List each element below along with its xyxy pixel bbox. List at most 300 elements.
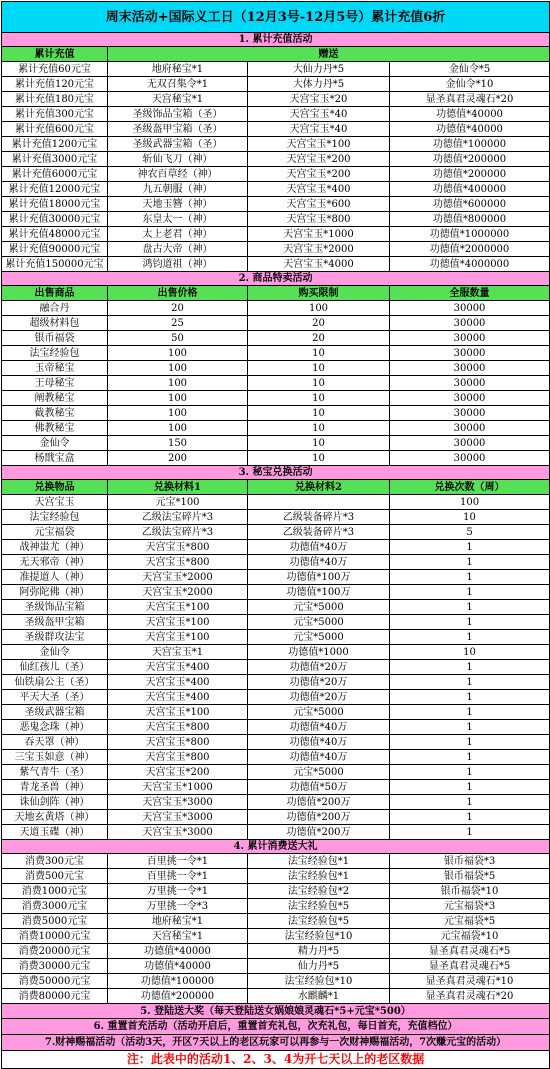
exchange-cell: 圣级武器宝箱 <box>2 705 108 720</box>
exchange-cell: 乙级法宝碎片*3 <box>108 525 248 540</box>
recharge-cell: 天宫宝玉*20 <box>248 92 390 107</box>
exchange-cell: 天宫宝玉*100 <box>108 630 248 645</box>
activity-sheet <box>1 1 549 1069</box>
recharge-cell: 神农百草经（神） <box>108 167 248 182</box>
recharge-cell: 累计充值3000元宝 <box>2 152 108 167</box>
recharge-cell: 盘古大帝（神） <box>108 242 248 257</box>
consume-row <box>2 944 550 959</box>
exchange-cell: 恶鬼念珠（神） <box>2 720 108 735</box>
consume-cell: 功德值*200000 <box>108 989 248 1004</box>
sale-cell: 10 <box>248 436 390 451</box>
consume-cell: 法宝经验包*1 <box>248 869 390 884</box>
exchange-cell: 战神蚩尤（神） <box>2 540 108 555</box>
sale-header-quantity: 全服数量 <box>390 286 550 301</box>
exchange-cell: 1 <box>390 810 550 825</box>
exchange-cell: 天宫宝玉*1000 <box>108 780 248 795</box>
exchange-cell: 1 <box>390 660 550 675</box>
recharge-cell: 天宫宝玉*800 <box>248 212 390 227</box>
consume-cell: 银币福袋*10 <box>390 884 550 899</box>
exchange-row <box>2 795 550 810</box>
sale-cell: 10 <box>248 361 390 376</box>
exchange-row <box>2 660 550 675</box>
exchange-cell: 1 <box>390 765 550 780</box>
title-row <box>2 2 550 33</box>
sale-cell: 玉帝秘宝 <box>2 361 108 376</box>
sale-row <box>2 301 550 316</box>
exchange-cell: 元宝*5000 <box>248 705 390 720</box>
recharge-cell: 累计充值12000元宝 <box>2 182 108 197</box>
exchange-cell: 功德值*200万 <box>248 795 390 810</box>
sale-row <box>2 376 550 391</box>
recharge-cell: 累计充值600元宝 <box>2 122 108 137</box>
consume-cell: 法宝经验包*5 <box>248 899 390 914</box>
exchange-row <box>2 570 550 585</box>
sale-cell: 20 <box>108 301 248 316</box>
recharge-cell: 太上老君（神） <box>108 227 248 242</box>
recharge-cell: 累计充值18000元宝 <box>2 197 108 212</box>
exchange-cell: 天宫宝玉*1 <box>108 645 248 660</box>
exchange-cell: 元宝*5000 <box>248 615 390 630</box>
recharge-cell: 功德值*1000000 <box>390 227 550 242</box>
recharge-cell: 天宫宝玉*4000 <box>248 257 390 272</box>
exchange-cell: 阿弥陀佛（神） <box>2 585 108 600</box>
exchange-cell <box>248 495 390 510</box>
sale-cell: 30000 <box>390 361 550 376</box>
sale-header-price: 出售价格 <box>108 286 248 301</box>
consume-row <box>2 989 550 1004</box>
recharge-cell: 天宫宝玉*600 <box>248 197 390 212</box>
exchange-row <box>2 720 550 735</box>
recharge-cell: 累计充值120元宝 <box>2 77 108 92</box>
recharge-cell: 累计充值90000元宝 <box>2 242 108 257</box>
exchange-cell: 元宝*5000 <box>248 630 390 645</box>
exchange-cell: 1 <box>390 750 550 765</box>
section-header-2 <box>2 272 550 286</box>
recharge-row <box>2 107 550 122</box>
recharge-row <box>2 122 550 137</box>
exchange-row <box>2 540 550 555</box>
recharge-cell: 大仙力丹*5 <box>248 62 390 77</box>
sale-cell: 30000 <box>390 436 550 451</box>
exchange-cell: 平天大圣（圣） <box>2 690 108 705</box>
exchange-cell: 天宫宝玉*800 <box>108 720 248 735</box>
section-header-5 <box>2 1004 550 1019</box>
sale-cell: 200 <box>108 451 248 466</box>
sale-cell: 30000 <box>390 421 550 436</box>
recharge-cell: 累计充值30000元宝 <box>2 212 108 227</box>
recharge-row <box>2 152 550 167</box>
exchange-cell: 天宫宝玉*2000 <box>108 585 248 600</box>
sale-cell: 100 <box>108 391 248 406</box>
sale-row <box>2 316 550 331</box>
exchange-row <box>2 705 550 720</box>
exchange-cell: 5 <box>390 525 550 540</box>
recharge-cell: 东皇太一（神） <box>108 212 248 227</box>
recharge-row <box>2 62 550 77</box>
sale-cell: 30000 <box>390 451 550 466</box>
sale-row <box>2 346 550 361</box>
sale-cell: 50 <box>108 331 248 346</box>
exchange-cell: 功德值*20万 <box>248 690 390 705</box>
consume-cell: 消费1000元宝 <box>2 884 108 899</box>
exchange-cell: 青龙圣兽（神） <box>2 780 108 795</box>
exchange-head <box>2 466 550 495</box>
exchange-header-material2: 兑换材料2 <box>248 480 390 495</box>
recharge-cell: 无双召集令*1 <box>108 77 248 92</box>
recharge-cell: 大体力丹*5 <box>248 77 390 92</box>
recharge-cell: 功德值*600000 <box>390 197 550 212</box>
recharge-cell: 累计充值6000元宝 <box>2 167 108 182</box>
consume-cell: 显圣真君灵魂石*20 <box>390 989 550 1004</box>
sale-cell: 10 <box>248 346 390 361</box>
exchange-cell: 天道玉碟（神） <box>2 825 108 840</box>
consume-cell: 显圣真君灵魂石*5 <box>390 959 550 974</box>
consume-head <box>2 840 550 854</box>
exchange-row <box>2 645 550 660</box>
sale-cell: 10 <box>248 376 390 391</box>
consume-cell: 法宝经验包*5 <box>248 914 390 929</box>
sale-cell: 融合丹 <box>2 301 108 316</box>
exchange-cell: 天宫宝玉*400 <box>108 675 248 690</box>
recharge-cell: 显圣真君灵魂石*20 <box>390 92 550 107</box>
recharge-cell: 累计充值300元宝 <box>2 107 108 122</box>
exchange-cell: 1 <box>390 720 550 735</box>
section-header-6 <box>2 1019 550 1035</box>
recharge-row <box>2 257 550 272</box>
exchange-row <box>2 810 550 825</box>
sale-cell: 法宝经验包 <box>2 346 108 361</box>
exchange-cell: 功德值*100万 <box>248 585 390 600</box>
section-header-7 <box>2 1035 550 1051</box>
sale-row <box>2 436 550 451</box>
recharge-cell: 天宫宝玉*400 <box>248 182 390 197</box>
exchange-row <box>2 735 550 750</box>
consume-row <box>2 884 550 899</box>
consume-row <box>2 914 550 929</box>
sale-cell: 150 <box>108 436 248 451</box>
consume-cell: 地府秘宝*1 <box>108 914 248 929</box>
recharge-row <box>2 197 550 212</box>
exchange-row <box>2 495 550 510</box>
consume-cell: 功德值*100000 <box>108 974 248 989</box>
sale-head <box>2 272 550 301</box>
consume-cell: 天宫秘宝*1 <box>108 929 248 944</box>
consume-row <box>2 854 550 869</box>
exchange-cell: 元宝*5000 <box>248 765 390 780</box>
exchange-cell: 天宫宝玉*3000 <box>108 810 248 825</box>
exchange-cell: 1 <box>390 825 550 840</box>
sale-cell: 100 <box>108 346 248 361</box>
consume-cell: 元宝福袋*3 <box>390 899 550 914</box>
recharge-row <box>2 92 550 107</box>
sale-row <box>2 391 550 406</box>
recharge-cell: 功德值*200000 <box>390 152 550 167</box>
consume-cell: 消费80000元宝 <box>2 989 108 1004</box>
recharge-cell: 功德值*4000000 <box>390 257 550 272</box>
sale-cell: 银币福袋 <box>2 331 108 346</box>
recharge-cell: 金仙令*5 <box>390 62 550 77</box>
exchange-cell: 1 <box>390 630 550 645</box>
exchange-header-material1: 兑换材料1 <box>108 480 248 495</box>
sale-cell: 25 <box>108 316 248 331</box>
section-title-recharge: 1. 累计充值活动 <box>2 33 550 47</box>
exchange-cell: 诛仙剑阵（神） <box>2 795 108 810</box>
section-header-4 <box>2 840 550 854</box>
sale-cell: 佛教秘宝 <box>2 421 108 436</box>
exchange-row <box>2 630 550 645</box>
recharge-header-row <box>2 47 550 62</box>
exchange-cell: 天宫宝玉*100 <box>108 615 248 630</box>
recharge-cell: 天地玉簪（神） <box>108 197 248 212</box>
exchange-header-item: 兑换物品 <box>2 480 108 495</box>
exchange-cell: 功德值*1000 <box>248 645 390 660</box>
exchange-cell: 元宝福袋 <box>2 525 108 540</box>
recharge-row <box>2 182 550 197</box>
exchange-cell: 1 <box>390 600 550 615</box>
section-title-sale: 2. 商品特卖活动 <box>2 272 550 286</box>
exchange-cell: 天宫宝玉*800 <box>108 540 248 555</box>
exchange-cell: 天宫宝玉*400 <box>108 660 248 675</box>
recharge-cell: 天宫宝玉*40 <box>248 107 390 122</box>
exchange-cell: 1 <box>390 780 550 795</box>
recharge-cell: 天宫宝玉*2000 <box>248 242 390 257</box>
note-row <box>2 1051 550 1069</box>
exchange-cell: 三宝玉如意（神） <box>2 750 108 765</box>
sale-cell: 10 <box>248 421 390 436</box>
recharge-cell: 斩仙飞刀（神） <box>108 152 248 167</box>
exchange-cell: 圣级饰品宝箱 <box>2 600 108 615</box>
exchange-cell: 圣级群攻法宝 <box>2 630 108 645</box>
consume-cell: 消费20000元宝 <box>2 944 108 959</box>
recharge-cell: 九五朝服（神） <box>108 182 248 197</box>
consume-cell: 银币福袋*5 <box>390 869 550 884</box>
consume-row <box>2 929 550 944</box>
exchange-cell: 仙铁扇公主（圣） <box>2 675 108 690</box>
consume-cell: 显圣真君灵魂石*10 <box>390 974 550 989</box>
exchange-row <box>2 600 550 615</box>
exchange-cell: 准提道人（神） <box>2 570 108 585</box>
exchange-cell: 1 <box>390 540 550 555</box>
table-body <box>2 2 550 62</box>
exchange-cell: 1 <box>390 555 550 570</box>
exchange-cell: 功德值*50万 <box>248 780 390 795</box>
sale-header-limit: 购买限制 <box>248 286 390 301</box>
exchange-row <box>2 765 550 780</box>
sale-cell: 30000 <box>390 406 550 421</box>
section-title-login: 5. 登陆送大奖（每天登陆送女娲娘娘灵魂石*5+元宝*500） <box>2 1004 550 1019</box>
recharge-cell: 功德值*40000 <box>390 122 550 137</box>
exchange-cell: 天宫宝玉*800 <box>108 555 248 570</box>
recharge-cell: 累计充值150000元宝 <box>2 257 108 272</box>
consume-cell: 消费50000元宝 <box>2 974 108 989</box>
exchange-row <box>2 615 550 630</box>
recharge-cell: 鸿钧道祖（神） <box>108 257 248 272</box>
recharge-cell: 天宫宝玉*1000 <box>248 227 390 242</box>
exchange-row <box>2 585 550 600</box>
consume-cell: 元宝福袋*5 <box>390 914 550 929</box>
sale-row <box>2 451 550 466</box>
sale-cell: 超级材料包 <box>2 316 108 331</box>
sale-cell: 100 <box>108 406 248 421</box>
recharge-cell: 功德值*800000 <box>390 212 550 227</box>
exchange-cell: 功德值*40万 <box>248 750 390 765</box>
recharge-row <box>2 77 550 92</box>
consume-cell: 精力丹*5 <box>248 944 390 959</box>
exchange-cell: 天地玄黄塔（神） <box>2 810 108 825</box>
sale-cell: 王母秘宝 <box>2 376 108 391</box>
exchange-cell: 天宫宝玉*200 <box>108 765 248 780</box>
exchange-row <box>2 825 550 840</box>
consume-cell: 百里挑一令*1 <box>108 869 248 884</box>
sale-cell: 10 <box>248 406 390 421</box>
section-header-1 <box>2 33 550 47</box>
sale-row <box>2 331 550 346</box>
exchange-cell: 功德值*40万 <box>248 735 390 750</box>
exchange-rows <box>2 495 550 840</box>
consume-row <box>2 899 550 914</box>
exchange-cell: 紫气青牛（圣） <box>2 765 108 780</box>
sale-cell: 30000 <box>390 346 550 361</box>
consume-cell: 法宝经验包*1 <box>248 854 390 869</box>
exchange-cell: 元宝*100 <box>108 495 248 510</box>
sale-row <box>2 421 550 436</box>
exchange-cell: 1 <box>390 705 550 720</box>
consume-row <box>2 974 550 989</box>
consume-cell: 百里挑一令*1 <box>108 854 248 869</box>
sale-cell: 100 <box>108 376 248 391</box>
exchange-cell: 1 <box>390 795 550 810</box>
sale-cell: 100 <box>248 301 390 316</box>
note-text: 注：此表中的活动1、2、3、4为开七天以上的老区数据 <box>2 1051 550 1069</box>
recharge-cell: 圣级武器宝箱（圣） <box>108 137 248 152</box>
sale-cell: 100 <box>108 421 248 436</box>
exchange-cell: 1 <box>390 615 550 630</box>
exchange-cell: 天宫宝玉*3000 <box>108 825 248 840</box>
consume-cell: 法宝经验包*10 <box>248 974 390 989</box>
exchange-cell: 天宫宝玉*100 <box>108 600 248 615</box>
recharge-cell: 天宫秘宝*1 <box>108 92 248 107</box>
exchange-cell: 功德值*20万 <box>248 660 390 675</box>
recharge-cell: 天宫宝玉*100 <box>248 137 390 152</box>
exchange-cell: 天宫宝玉*400 <box>108 690 248 705</box>
exchange-cell: 功德值*20万 <box>248 675 390 690</box>
consume-cell: 银币福袋*3 <box>390 854 550 869</box>
recharge-header-gift: 赠送 <box>108 47 550 62</box>
sale-cell: 30000 <box>390 391 550 406</box>
section-title-fortune: 7.财神赐福活动（活动3天，开区7天以上的老区玩家可以再参与一次财神赐福活动，7次赚元宝的活动） <box>2 1035 550 1051</box>
sale-row <box>2 361 550 376</box>
consume-cell: 功德值*40000 <box>108 944 248 959</box>
exchange-cell: 金仙令 <box>2 645 108 660</box>
exchange-cell: 元宝*5000 <box>248 600 390 615</box>
exchange-cell: 100 <box>390 495 550 510</box>
exchange-row <box>2 555 550 570</box>
recharge-cell: 天宫宝玉*200 <box>248 167 390 182</box>
exchange-cell: 乙级装备碎片*3 <box>248 510 390 525</box>
sale-cell: 20 <box>248 331 390 346</box>
exchange-cell: 功德值*100万 <box>248 570 390 585</box>
sale-rows <box>2 301 550 466</box>
exchange-cell: 天宫宝玉*800 <box>108 750 248 765</box>
recharge-cell: 功德值*40000 <box>390 107 550 122</box>
exchange-cell: 1 <box>390 690 550 705</box>
exchange-cell: 10 <box>390 645 550 660</box>
consume-cell: 显圣真君灵魂石*5 <box>390 944 550 959</box>
recharge-cell: 功德值*2000000 <box>390 242 550 257</box>
exchange-cell: 天宫宝玉*800 <box>108 735 248 750</box>
consume-cell: 仙力丹*5 <box>248 959 390 974</box>
consume-cell: 功德值*40000 <box>108 959 248 974</box>
sale-cell: 30000 <box>390 316 550 331</box>
exchange-cell: 功德值*40万 <box>248 555 390 570</box>
exchange-cell: 天宫宝玉*2000 <box>108 570 248 585</box>
sale-cell: 10 <box>248 391 390 406</box>
recharge-rows <box>2 62 550 272</box>
exchange-cell: 法宝经验包 <box>2 510 108 525</box>
sale-cell: 阐教秘宝 <box>2 391 108 406</box>
recharge-row <box>2 212 550 227</box>
consume-cell: 法宝经验包*2 <box>248 884 390 899</box>
recharge-row <box>2 227 550 242</box>
section-title-reset: 6. 重置首充活动（活动开启后，重置首充礼包，次充礼包，每日首充，充值档位） <box>2 1019 550 1035</box>
consume-row <box>2 959 550 974</box>
recharge-cell: 功德值*200000 <box>390 167 550 182</box>
recharge-cell: 累计充值180元宝 <box>2 92 108 107</box>
exchange-cell: 天宫宝玉 <box>2 495 108 510</box>
sale-cell: 20 <box>248 316 390 331</box>
recharge-header-amount: 累计充值 <box>2 47 108 62</box>
consume-cell: 水麒麟*1 <box>248 989 390 1004</box>
section-header-3 <box>2 466 550 480</box>
recharge-cell: 金仙令*10 <box>390 77 550 92</box>
exchange-cell: 10 <box>390 510 550 525</box>
consume-cell: 消费5000元宝 <box>2 914 108 929</box>
exchange-cell: 1 <box>390 585 550 600</box>
exchange-cell: 1 <box>390 675 550 690</box>
sale-header-row <box>2 286 550 301</box>
recharge-cell: 功德值*400000 <box>390 182 550 197</box>
sale-cell: 30000 <box>390 331 550 346</box>
exchange-cell: 功德值*40万 <box>248 540 390 555</box>
exchange-cell: 天宫宝玉*3000 <box>108 795 248 810</box>
consume-row <box>2 869 550 884</box>
consume-cell: 消费500元宝 <box>2 869 108 884</box>
exchange-cell: 功德值*200万 <box>248 810 390 825</box>
exchange-header-row <box>2 480 550 495</box>
exchange-cell: 1 <box>390 570 550 585</box>
exchange-row <box>2 690 550 705</box>
sale-cell: 10 <box>248 451 390 466</box>
consume-cell: 消费300元宝 <box>2 854 108 869</box>
exchange-cell: 圣级盔甲宝箱 <box>2 615 108 630</box>
exchange-cell: 功德值*200万 <box>248 825 390 840</box>
exchange-row <box>2 750 550 765</box>
page-title: 周末活动+国际义工日（12月3号-12月5号）累计充值6折 <box>2 2 550 33</box>
recharge-cell: 累计充值60元宝 <box>2 62 108 77</box>
recharge-cell: 天宫宝玉*200 <box>248 152 390 167</box>
recharge-cell: 功德值*100000 <box>390 137 550 152</box>
recharge-cell: 累计充值1200元宝 <box>2 137 108 152</box>
recharge-cell: 圣级盔甲宝箱（圣） <box>108 122 248 137</box>
consume-cell: 元宝福袋*10 <box>390 929 550 944</box>
footer-sections <box>2 1004 550 1069</box>
exchange-row <box>2 780 550 795</box>
recharge-cell: 累计充值48000元宝 <box>2 227 108 242</box>
exchange-cell: 仙红孩儿（圣） <box>2 660 108 675</box>
exchange-row <box>2 675 550 690</box>
sale-cell: 30000 <box>390 376 550 391</box>
recharge-cell: 地府秘宝*1 <box>108 62 248 77</box>
